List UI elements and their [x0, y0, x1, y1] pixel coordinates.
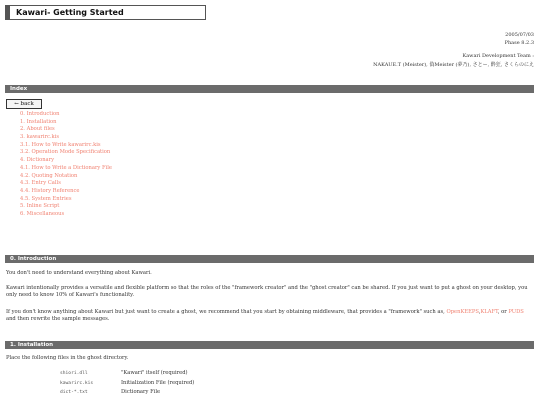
- toc-link-inline-script[interactable]: 5. Inline Script: [20, 203, 60, 210]
- toc-link-operation-mode[interactable]: 3.2. Operation Mode Specification: [20, 149, 111, 156]
- intro-paragraph-1: You don't need to understand everything about Kawari.: [6, 270, 152, 276]
- toc-link-miscellaneous[interactable]: 6. Miscellaneous: [20, 210, 65, 217]
- installation-section-header: [5, 341, 534, 349]
- toc-link-introduction[interactable]: 0. Introduction: [20, 111, 60, 117]
- separator-or: , or: [497, 309, 507, 315]
- file-row: [60, 388, 260, 398]
- toc-link-entry-calls[interactable]: 4.3. Entry Calls: [20, 180, 61, 187]
- toc-link-quoting-notation[interactable]: 4.2. Quoting Notation: [20, 172, 78, 179]
- file-name: shiori.dll: [60, 371, 88, 376]
- file-list: [60, 369, 260, 398]
- file-description: Initialization File (required): [121, 379, 195, 386]
- file-description: "Kawari" itself (required): [121, 370, 188, 376]
- team-label: Kawari Development Team :: [462, 53, 534, 59]
- index-section-header: [5, 85, 534, 93]
- toc-link-kawarirc[interactable]: 3. kawarirc.kis: [20, 134, 60, 141]
- intro-paragraph-3-end: and then rewrite the sample messages.: [6, 316, 110, 322]
- introduction-heading: 0. Introduction: [10, 256, 57, 262]
- toc-link-history-reference[interactable]: 4.4. History Reference: [20, 187, 80, 194]
- klaft-link[interactable]: KLAFT: [480, 309, 498, 315]
- toc-link-dictionary[interactable]: 4. Dictionary: [20, 157, 55, 164]
- index-heading: Index: [10, 86, 28, 92]
- toc-link-how-to-write-kawarirc[interactable]: 3.1. How to Write kawarirc.kis: [20, 141, 101, 148]
- page-title: Kawari- Getting Started: [16, 8, 124, 17]
- intro-paragraph-2: Kawari intentionally provides a versatile and flexible platform so that the roles of the "framework creator" and the "ghost creator" can be shared. If you just want to put a ghost on your desktop, you only need to know 10% of Kawari's functionality.: [6, 285, 528, 298]
- file-row: [60, 379, 260, 389]
- file-name: dict-*.txt: [60, 390, 88, 395]
- puds-link[interactable]: PUDS: [508, 309, 524, 315]
- toc-link-about-files[interactable]: 2. About files: [20, 126, 55, 133]
- toc-link-installation[interactable]: 1. Installation: [20, 118, 57, 125]
- team-members: NAKAUE.T (Meister), 偽Meister (夢乃), さとー, 酔狂, さくらのにえ: [373, 62, 534, 68]
- separator-comma: ,: [478, 309, 481, 315]
- intro-paragraph-3: [6, 309, 534, 323]
- back-button[interactable]: ← back: [6, 99, 42, 109]
- installation-heading: 1. Installation: [10, 342, 54, 348]
- introduction-section-header: [5, 255, 534, 263]
- toc-link-dictionary-file[interactable]: 4.1. How to Write a Dictionary File: [20, 164, 112, 171]
- openkeeps-link[interactable]: OpenKEEPS: [446, 309, 479, 315]
- release-phase: Phase 8.2.3: [504, 40, 534, 46]
- intro-paragraph-3-text: If you don't know anything about Kawari but just want to create a ghost, we recommend that you start by obtaining middleware, that provides a "framework" such as,: [6, 309, 445, 315]
- file-description: Dictionary File: [121, 389, 161, 395]
- installation-paragraph: Place the following files in the ghost directory.: [6, 355, 129, 361]
- table-of-contents: [20, 111, 112, 219]
- toc-link-system-entries[interactable]: 4.5. System Entries: [20, 195, 72, 202]
- release-date: 2005/07/03: [505, 32, 534, 38]
- file-name: kawarirc.kis: [60, 380, 94, 386]
- page-title-box: [5, 5, 206, 20]
- file-row: [60, 369, 260, 379]
